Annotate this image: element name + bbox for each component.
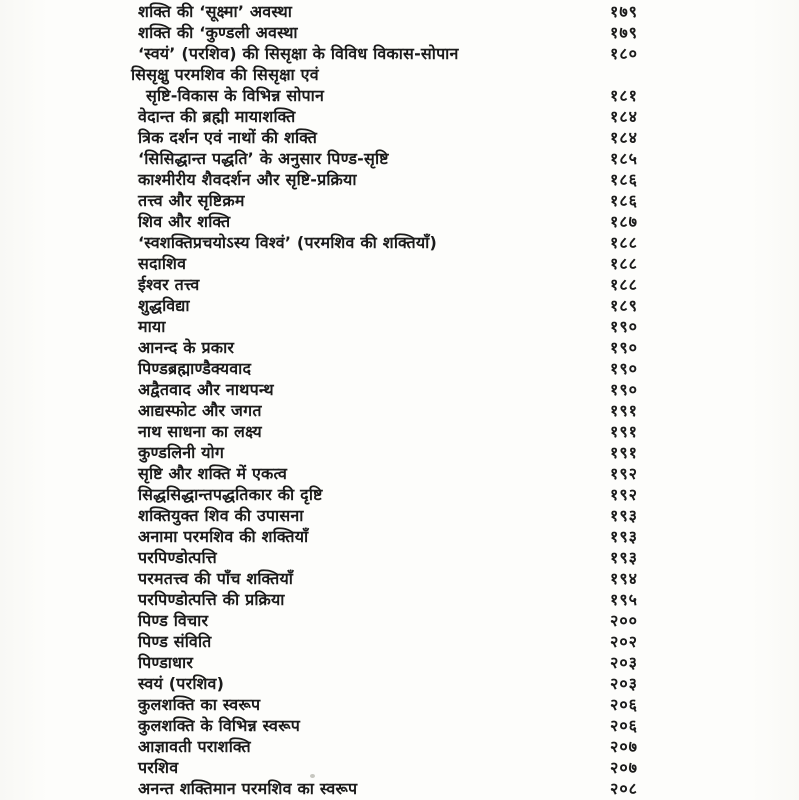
toc-entry-title: माया	[138, 317, 166, 336]
toc-entry-title: पिण्ड संविति	[138, 632, 212, 651]
toc-entry	[138, 736, 638, 757]
toc-entry-page-number: १९१	[610, 401, 638, 420]
toc-entry-page-number: १९५	[610, 590, 638, 609]
toc-entry	[138, 379, 638, 400]
toc-entry-page-number: १८४	[610, 128, 638, 147]
toc-entry-title: शक्तियुक्त शिव की उपासना	[138, 506, 304, 525]
toc-entry-page-number: १८६	[610, 170, 638, 189]
toc-entry-page-number: १९२	[610, 485, 638, 504]
toc-entry-title: शक्ति की ‘सूक्ष्मा’ अवस्था	[138, 2, 293, 21]
toc-entry-page-number: १९०	[610, 338, 638, 357]
toc-entry	[138, 22, 638, 43]
toc-entry-title: परपिण्डोत्पत्ति की प्रक्रिया	[138, 590, 285, 609]
toc-entry-title: शक्ति की ‘कुण्डली अवस्था	[138, 23, 298, 42]
toc-entry	[138, 1, 638, 22]
toc-entry	[138, 232, 638, 253]
toc-entry	[138, 85, 638, 106]
toc-entry-title: अनामा परमशिव की शक्तियाँ	[138, 527, 309, 546]
toc-entry-page-number: २०६	[610, 695, 638, 714]
toc-entry-page-number: २००	[610, 611, 638, 630]
toc-entry	[138, 484, 638, 505]
toc-entry-title: पिण्ड विचार	[138, 611, 209, 630]
toc-entry-title: सृष्टि और शक्ति में एकत्व	[138, 464, 288, 483]
toc-entry-title: आद्यस्फोट और जगत	[138, 401, 262, 420]
toc-entry-page-number: २०६	[610, 716, 638, 735]
toc-entry-title: ‘स्वयं’ (परशिव) की सिसृक्षा के विविध विकास-सोपान	[138, 44, 459, 63]
toc-entry-page-number: २०२	[610, 632, 638, 651]
toc-entry	[138, 568, 638, 589]
toc-entry-page-number: २०३	[610, 674, 638, 693]
toc-entry	[138, 400, 638, 421]
toc-entry	[138, 316, 638, 337]
toc-entry-page-number: २०७	[610, 737, 638, 756]
toc-entry-page-number: १८८	[610, 254, 638, 273]
toc-entry-page-number: २०३	[610, 653, 638, 672]
toc-entry	[138, 778, 638, 799]
toc-entry	[138, 673, 638, 694]
toc-entry	[138, 295, 638, 316]
toc-entry	[138, 106, 638, 127]
toc-entry-title: काश्मीरीय शैवदर्शन और सृष्टि-प्रक्रिया	[138, 170, 357, 189]
toc-list	[131, 1, 638, 799]
toc-entry	[138, 190, 638, 211]
toc-entry-title: कुण्डलिनी योग	[138, 443, 225, 462]
toc-entry-title: ‘स्वशक्तिप्रचयोऽस्य विश्वं’ (परमशिव की शक्तियाँ)	[138, 233, 437, 252]
toc-entry-title: सदाशिव	[138, 254, 187, 273]
toc-entry-page-number: १८८	[610, 233, 638, 252]
toc-entry-title: कुलशक्ति का स्वरूप	[138, 695, 261, 714]
toc-entry-title: शुद्धविद्या	[138, 296, 190, 315]
toc-entry-title: पिण्डाधार	[138, 653, 194, 672]
toc-entry-title: आनन्द के प्रकार	[138, 338, 235, 357]
toc-entry-page-number: १९३	[610, 506, 638, 525]
toc-entry	[138, 610, 638, 631]
toc-entry-page-number: १७९	[610, 23, 638, 42]
toc-entry-page-number: १९०	[610, 317, 638, 336]
toc-entry-page-number: १९०	[610, 359, 638, 378]
toc-entry-title: ईश्वर तत्त्व	[138, 275, 200, 294]
toc-entry	[138, 442, 638, 463]
toc-entry	[138, 211, 638, 232]
toc-entry	[138, 589, 638, 610]
toc-entry-title: सिद्धसिद्धान्तपद्धतिकार की दृष्टि	[138, 485, 323, 504]
toc-entry	[138, 253, 638, 274]
toc-entry-title: अद्वैतवाद और नाथपन्थ	[138, 380, 274, 399]
toc-entry-title: सृष्टि-विकास के विभिन्न सोपान	[146, 86, 325, 105]
toc-entry	[138, 337, 638, 358]
toc-entry-page-number: १८९	[610, 296, 638, 315]
toc-entry-title: वेदान्त की ब्रह्मी मायाशक्ति	[138, 107, 296, 126]
toc-entry-title: परशिव	[138, 758, 179, 777]
toc-entry-page-number: १८४	[610, 107, 638, 126]
toc-entry	[138, 43, 638, 64]
toc-entry-page-number: १८०	[610, 44, 638, 63]
toc-entry-title: शिव और शक्ति	[138, 212, 231, 231]
toc-entry-page-number: १८७	[610, 212, 638, 231]
print-speck	[310, 774, 315, 778]
toc-entry-page-number: १९३	[610, 527, 638, 546]
toc-entry	[138, 463, 638, 484]
toc-entry-title: कुलशक्ति के विभिन्न स्वरूप	[138, 716, 301, 735]
toc-entry-page-number: २०८	[610, 779, 638, 798]
toc-entry	[138, 358, 638, 379]
toc-entry-page-number: १९४	[610, 569, 638, 588]
toc-entry-page-number: १९२	[610, 464, 638, 483]
toc-entry-title: नाथ साधना का लक्ष्य	[138, 422, 262, 441]
toc-entry	[138, 694, 638, 715]
toc-entry-title: ‘सिसिद्धान्त पद्धति’ के अनुसार पिण्ड-सृष्टि	[138, 149, 389, 168]
toc-entry-page-number: १७९	[610, 2, 638, 21]
toc-entry-title: अनन्त शक्तिमान परमशिव का स्वरूप	[138, 779, 358, 798]
toc-entry	[138, 631, 638, 652]
toc-entry-title: त्रिक दर्शन एवं नाथों की शक्ति	[138, 128, 318, 147]
toc-entry	[138, 715, 638, 736]
toc-entry-title: तत्त्व और सृष्टिक्रम	[138, 191, 245, 210]
toc-entry	[138, 757, 638, 778]
toc-entry	[138, 526, 638, 547]
toc-entry-title: सिसृक्षु परमशिव की सिसृक्षा एवं	[131, 65, 319, 84]
toc-entry	[138, 127, 638, 148]
toc-entry-page-number: १८८	[610, 275, 638, 294]
toc-entry	[138, 505, 638, 526]
toc-entry	[138, 274, 638, 295]
toc-entry-page-number: १९१	[610, 443, 638, 462]
toc-entry	[138, 169, 638, 190]
toc-entry-page-number: १९१	[610, 422, 638, 441]
toc-entry	[138, 652, 638, 673]
toc-entry	[131, 64, 638, 85]
toc-entry-title: परमतत्त्व की पाँच शक्तियाँ	[138, 569, 294, 588]
toc-entry	[138, 547, 638, 568]
toc-entry-page-number: १८५	[610, 149, 638, 168]
toc-entry-title: आज्ञावती पराशक्ति	[138, 737, 251, 756]
toc-entry-page-number: २०७	[610, 758, 638, 777]
toc-entry	[138, 421, 638, 442]
toc-entry-page-number: १८१	[610, 86, 638, 105]
toc-entry-title: परपिण्डोत्पत्ति	[138, 548, 217, 567]
toc-entry	[138, 148, 638, 169]
toc-entry-title: पिण्डब्रह्माण्डैक्यवाद	[138, 359, 252, 378]
toc-entry-title: स्वयं (परशिव)	[138, 674, 225, 693]
toc-entry-page-number: १९३	[610, 548, 638, 567]
toc-entry-page-number: १९०	[610, 380, 638, 399]
toc-entry-page-number: १८६	[610, 191, 638, 210]
